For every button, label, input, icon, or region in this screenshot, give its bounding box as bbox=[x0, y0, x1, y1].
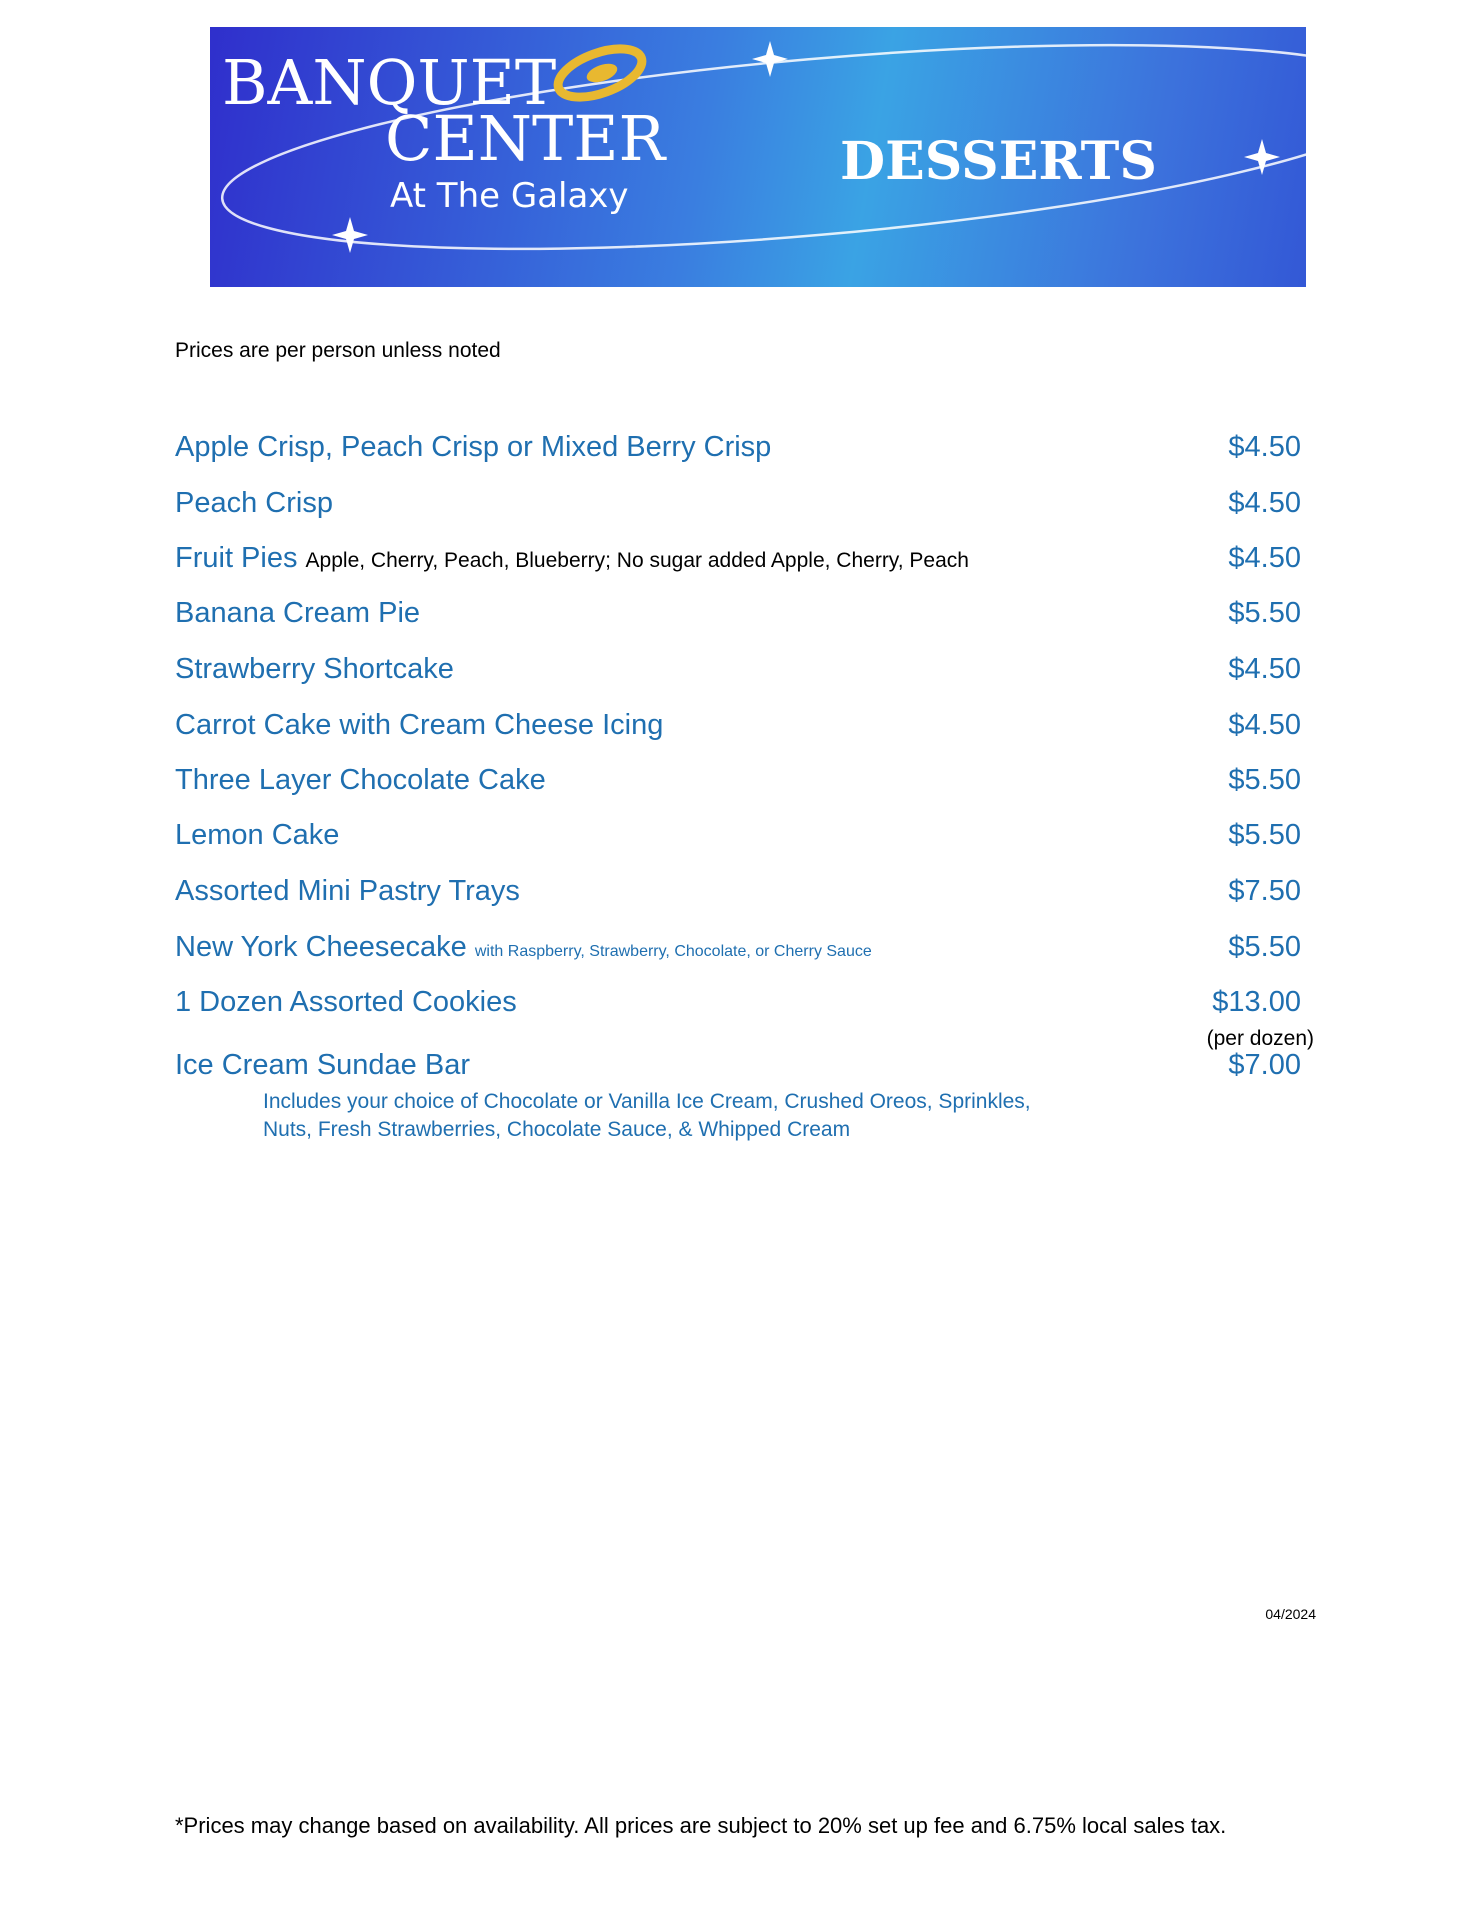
item-price: $5.50 bbox=[1228, 764, 1301, 796]
header-banner bbox=[210, 27, 1306, 287]
item-detail: with Raspberry, Strawberry, Chocolate, or Cherry Sauce bbox=[474, 943, 872, 960]
item-name: Lemon Cake bbox=[175, 819, 340, 851]
star-icon bbox=[332, 217, 368, 253]
disclaimer: *Prices may change based on availability. All prices are subject to 20% set up fee and 6.75% local sales tax. bbox=[175, 1813, 1227, 1838]
item-price: $4.50 bbox=[1228, 542, 1301, 574]
item-name: Peach Crisp bbox=[175, 487, 333, 519]
menu-item bbox=[175, 542, 1301, 586]
date-code: 04/2024 bbox=[1265, 1606, 1316, 1622]
menu-item bbox=[175, 431, 1301, 475]
item-name-wrap bbox=[175, 542, 969, 575]
description-line: Nuts, Fresh Strawberries, Chocolate Sauce, & Whipped Cream bbox=[263, 1118, 851, 1141]
item-name: Strawberry Shortcake bbox=[175, 653, 454, 685]
page-title: DESSERTS bbox=[840, 131, 1157, 192]
item-price: $5.50 bbox=[1228, 597, 1301, 629]
item-detail: Apple, Cherry, Peach, Blueberry; No sugar added Apple, Cherry, Peach bbox=[305, 549, 969, 572]
item-price: $4.50 bbox=[1228, 431, 1301, 463]
item-price: $5.50 bbox=[1228, 931, 1301, 963]
logo-subtitle: At The Galaxy bbox=[390, 176, 629, 216]
menu-item bbox=[175, 709, 1301, 753]
item-price: $7.00 bbox=[1228, 1049, 1301, 1081]
item-price: $4.50 bbox=[1228, 709, 1301, 741]
item-name: Ice Cream Sundae Bar bbox=[175, 1049, 470, 1081]
item-name: Three Layer Chocolate Cake bbox=[175, 764, 546, 796]
item-name-wrap bbox=[175, 931, 872, 964]
price-note: (per dozen) bbox=[1206, 1027, 1314, 1050]
item-price: $7.50 bbox=[1228, 875, 1301, 907]
logo-banquet: BANQUET bbox=[222, 46, 557, 119]
menu-item bbox=[175, 819, 1301, 863]
item-name: Fruit Pies bbox=[175, 542, 298, 574]
item-price: $4.50 bbox=[1228, 487, 1301, 519]
menu-item bbox=[175, 1049, 1301, 1093]
item-name: Carrot Cake with Cream Cheese Icing bbox=[175, 709, 664, 741]
pricing-note: Prices are per person unless noted bbox=[175, 339, 501, 362]
item-name: Banana Cream Pie bbox=[175, 597, 421, 629]
menu-item bbox=[175, 764, 1301, 808]
description-line: Includes your choice of Chocolate or Vanilla Ice Cream, Crushed Oreos, Sprinkles, bbox=[263, 1090, 1031, 1113]
banner-graphic bbox=[210, 27, 1306, 287]
item-name: Apple Crisp, Peach Crisp or Mixed Berry Crisp bbox=[175, 431, 772, 463]
item-price: $13.00 bbox=[1212, 986, 1301, 1018]
menu-item bbox=[175, 487, 1301, 531]
item-description bbox=[263, 1088, 1123, 1144]
item-name: 1 Dozen Assorted Cookies bbox=[175, 986, 517, 1018]
item-price: $5.50 bbox=[1228, 819, 1301, 851]
item-price: $4.50 bbox=[1228, 653, 1301, 685]
menu-item bbox=[175, 986, 1301, 1030]
item-name: New York Cheesecake bbox=[175, 931, 467, 963]
menu-item bbox=[175, 597, 1301, 641]
logo-center: CENTER bbox=[385, 102, 666, 175]
item-name: Assorted Mini Pastry Trays bbox=[175, 875, 520, 907]
star-icon bbox=[752, 41, 788, 77]
menu-item bbox=[175, 875, 1301, 919]
menu-item bbox=[175, 653, 1301, 697]
galaxy-swirl-icon bbox=[552, 39, 648, 107]
menu-item bbox=[175, 931, 1301, 975]
